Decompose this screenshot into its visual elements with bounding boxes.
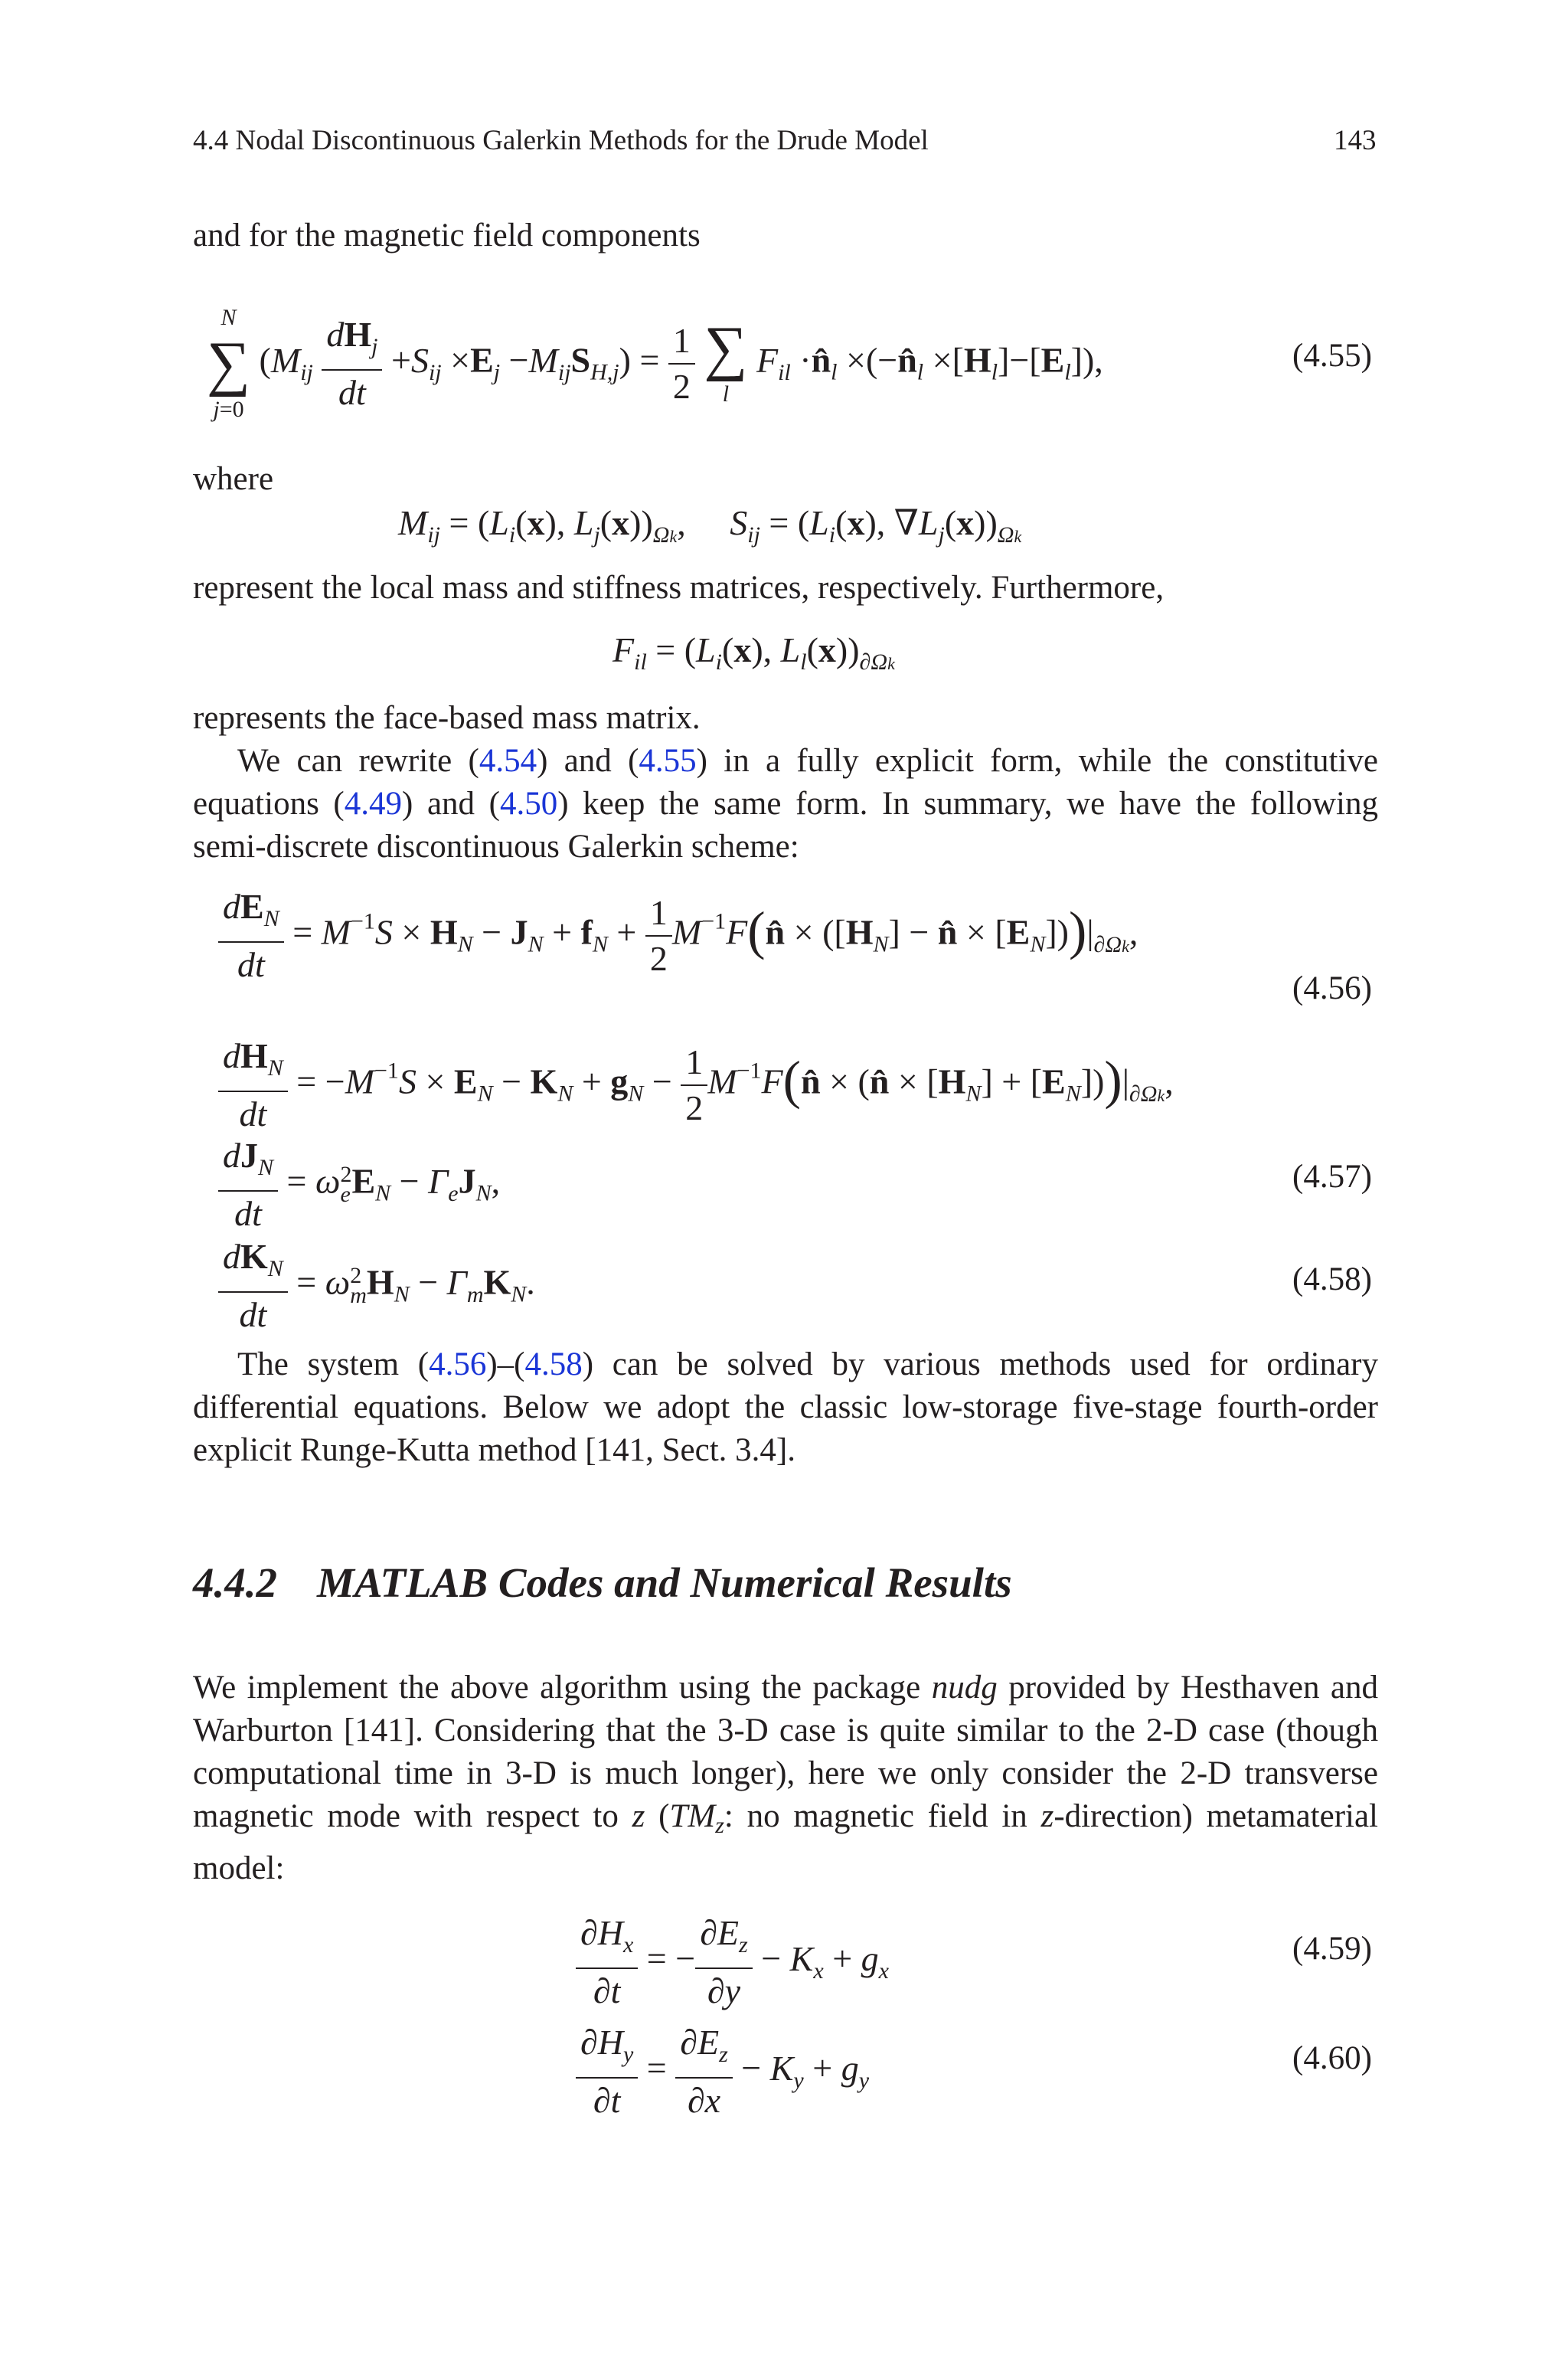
paragraph-implement: We implement the above algorithm using the package nudg provided by Hesthaven and Warburton [141]. Considering that the 3-D case is quite similar to the 2-D case (though computational time in 3-D is much longer), here we only consider the 2-D transverse magnetic mode with respect to z (TMz: no magnetic field in z-direction) metamaterial model: [193, 1670, 1378, 1886]
running-header-title: 4.4 Nodal Discontinuous Galerkin Methods for the Drude Model [193, 125, 929, 156]
equation-number-4-58: (4.58) [1292, 1261, 1372, 1297]
equation-mass-stiffness: $M_{ij} = (L_i(x)$, $L_j(x))_{\Omega k}$, $S_{ij} = (L_i(x)$, $\nabla L_j(x))_{\Omega k}$ [398, 503, 1022, 548]
equation-number-4-56: (4.56) [1292, 970, 1372, 1006]
equation-4-56-e: $\frac{dE_N}{dt}$ = $M^{-1}S \times H_N - J_N + f_N$ + $\frac{1}{2}$ $M^{-1}F(n̂ \times ([H_N]$ − n̂ × $[E_N]))|_{\partial\Omega k}$, [218, 885, 1138, 987]
paragraph-where: where [193, 461, 274, 497]
ref-eq-4-56[interactable]: 4.56 [429, 1346, 487, 1382]
equation-4-57: $\frac{dJ_N}{dt}$ = ω 2 e $E_N - \Gamma_eJ_N$, [218, 1133, 500, 1236]
equation-4-55: N ∑ j=0 ($M_{ij}$ $\frac{dH_j}{dt}$ $+S_{ij} \times E_j -M_{ij}S_{H,j}$) = $\frac{1}{2}$ ∑ l $F_{il}$ $\cdot n̂_l$ $\times(-n̂_l \times[H_l]-[E_l])$, [207, 305, 1103, 422]
section-heading [193, 1559, 1012, 1607]
ref-eq-4-55[interactable]: 4.55 [639, 743, 697, 779]
paragraph-mass-stiffness: represent the local mass and stiffness matrices, respectively. Furthermore, [193, 570, 1165, 606]
equation-4-58: $\frac{dK_N}{dt}$ = ω 2 m $H_N - \Gamma_mK_N$. [218, 1235, 535, 1337]
section-title: MATLAB Codes and Numerical Results [317, 1559, 1012, 1606]
ref-eq-4-54[interactable]: 4.54 [479, 743, 537, 779]
paragraph-rewrite: We can rewrite (4.54) and (4.55) in a fully explicit form, while the constitutive equations (4.49) and (4.50) keep the same form. In summary, we have the following semi-discrete discontinuous Galerkin scheme: [193, 743, 1378, 865]
equation-number-4-60: (4.60) [1292, 2040, 1372, 2076]
ref-eq-4-58[interactable]: 4.58 [524, 1346, 583, 1382]
equation-face-mass: $F_{il} = (L_i(x)$, $L_l(x))_{\partial\Omega k}$ [612, 630, 895, 675]
equation-number-4-59: (4.59) [1292, 1931, 1372, 1967]
equation-number-4-55: (4.55) [1292, 338, 1372, 374]
equation-4-60: $\frac{\partial H_y}{\partial t}$ = $\frac{\partial E_z}{\partial x}$ − $K_y + g_y$ [576, 2020, 869, 2123]
ref-eq-4-50[interactable]: 4.50 [499, 786, 558, 822]
page-number: 143 [1334, 125, 1377, 156]
paragraph-face-mass: represents the face-based mass matrix. [193, 700, 701, 736]
paragraph-intro: and for the magnetic field components [193, 218, 701, 254]
paragraph-system: The system (4.56)–(4.58) can be solved by various methods used for ordinary differential equations. Below we adopt the classic low-storage five-stage fourth-order explicit Runge-Kutta method [141, Sect. 3.4]. [193, 1346, 1378, 1468]
equation-number-4-57: (4.57) [1292, 1159, 1372, 1195]
ref-eq-4-49[interactable]: 4.49 [344, 786, 402, 822]
section-number: 4.4.2 [193, 1559, 277, 1606]
equation-4-59: $\frac{\partial H_x}{\partial t}$ = − $\frac{\partial E_z}{\partial y}$ − $K_x + g_x$ [576, 1911, 889, 2013]
equation-4-56-h: $\frac{dH_N}{dt}$ = $-M^{-1}S \times E_N - K_N + g_N$ − $\frac{1}{2}$ $M^{-1}F(n̂$ × (n̂ × $[H_N] + [E_N]))|_{\partial\Omega k}$, [218, 1034, 1174, 1137]
